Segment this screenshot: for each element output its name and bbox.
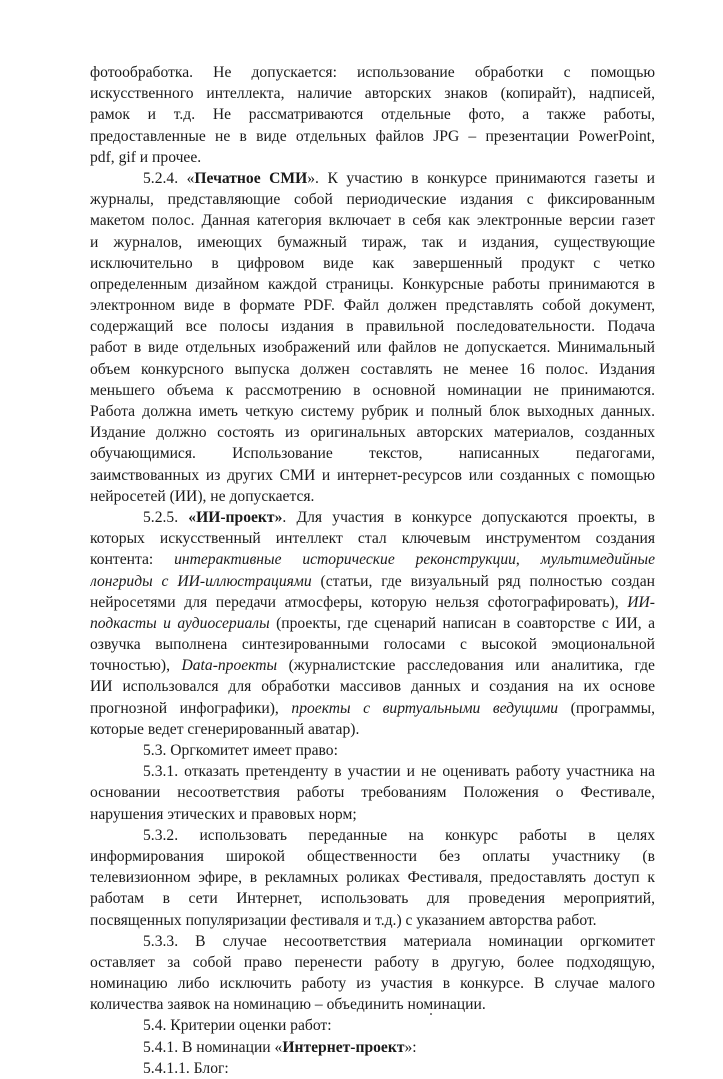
text-line: искусственного интеллекта, наличие авторских знаков (копирайт), надписей, bbox=[90, 85, 655, 103]
text-line: точностью), Data-проекты (журналистские расследования или аналитика, где bbox=[90, 657, 655, 675]
paragraph-5-4-1-1: 5.4.1.1. Блог: bbox=[143, 1059, 229, 1077]
text-line: нейросетями для передачи атмосферы, которую нельзя сфотографировать), ИИ- bbox=[90, 593, 655, 611]
text-line: лонгриды с ИИ-иллюстрациями (статьи, где визуальный ряд полностью создан bbox=[90, 572, 655, 590]
text-line: прогнозной инфографики), проекты с виртуальными ведущими (программы, bbox=[90, 699, 655, 717]
text-line: контента: интерактивные исторические реконструкции, мультимедийные bbox=[90, 551, 655, 569]
paragraph-5-2-5-heading: 5.2.5. «ИИ-проект». Для участия в конкурсе допускаются проекты, в bbox=[143, 508, 655, 526]
paragraph-5-4-1: 5.4.1. В номинации «Интернет-проект»: bbox=[143, 1038, 417, 1056]
paragraph-5-3-3: 5.3.3. В случае несоответствия материала номинации оргкомитет bbox=[143, 932, 655, 950]
text-line: номинацию либо исключить работу из участия в конкурсе. В случае малого bbox=[90, 975, 655, 993]
paragraph-5-4-heading: 5.4. Критерии оценки работ: bbox=[143, 1017, 332, 1035]
text-line: которых искусственный интеллект стал ключевым инструментом создания bbox=[90, 530, 655, 548]
text-line: посвященных популяризации фестиваля и т.д.) с указанием авторства работ. bbox=[90, 911, 597, 929]
text-line: озвучка выполнена синтезированными голосами с высокой эмоциональной bbox=[90, 636, 655, 654]
text-line: телевизионном эфире, в рекламных роликах Фестиваля, предоставлять доступ к bbox=[90, 869, 655, 887]
text-line: нейросетей (ИИ), не допускается. bbox=[90, 487, 315, 505]
text-line: определенным дизайном каждой страницы. Конкурсные работы принимаются в bbox=[90, 275, 655, 293]
text-line: и журналов, имеющих бумажный тираж, так и издания, существующие bbox=[90, 233, 655, 251]
text-line: Работа должна иметь четкую систему рубрик и полный блок выходных данных. bbox=[90, 403, 655, 420]
text-line: pdf, gif и прочее. bbox=[90, 148, 202, 166]
text-line: содержащий все полосы издания в правильной последовательности. Подача bbox=[90, 318, 655, 336]
paragraph-5-3-heading: 5.3. Оргкомитет имеет право: bbox=[143, 742, 338, 759]
category-title-print-media: Печатное СМИ bbox=[194, 169, 308, 187]
category-title-ai-project: «ИИ-проект» bbox=[188, 508, 283, 526]
paragraph-5-3-2: 5.3.2. использовать переданные на конкурс работы в целях bbox=[143, 826, 655, 844]
text-line: оставляет за собой право перенести работу в другую, более подходящую, bbox=[90, 953, 655, 971]
text-line: заимствованных из других СМИ и интернет-ресурсов или созданных с помощью bbox=[90, 466, 655, 484]
text-line: предоставленные не в виде отдельных файлов JPG – презентации PowerPoint, bbox=[90, 127, 655, 145]
text-line: рамок и т.д. Не рассматриваются отдельные фото, а также работы, bbox=[90, 106, 655, 124]
text-line: которые ведет сгенерированный аватар). bbox=[90, 720, 360, 738]
category-title-internet-project: Интернет-проект bbox=[282, 1038, 405, 1056]
scan-speck bbox=[430, 1013, 432, 1015]
text-line: макетом полос. Данная категория включает в себя как электронные версии газет bbox=[90, 212, 655, 230]
paragraph-5-3-1: 5.3.1. отказать претенденту в участии и не оценивать работу участника на bbox=[143, 763, 655, 781]
text-line: обучающимися. Использование текстов, написанных педагогами, bbox=[90, 445, 655, 463]
text-line: подкасты и аудиосериалы (проекты, где сценарий написан в соавторстве с ИИ, а bbox=[90, 614, 655, 632]
text-line: исключительно в цифровом виде как завершенный продукт с четко bbox=[90, 254, 655, 272]
text-line: информирования широкой общественности без оплаты участнику (в bbox=[90, 847, 655, 865]
text-line: основании несоответствия работы требованиям Положения о Фестивале, bbox=[90, 784, 655, 802]
text-line: объем конкурсного выпуска должен составлять не менее 16 полос. Издания bbox=[90, 360, 655, 378]
text-line: журналы, представляющие собой периодические издания с фиксированным bbox=[90, 191, 655, 209]
paragraph-5-2-4-heading: 5.2.4. «Печатное СМИ». К участию в конкурсе принимаются газеты и bbox=[143, 169, 655, 187]
text-line: фотообработка. Не допускается: использование обработки с помощью bbox=[90, 64, 655, 81]
text-line: ИИ использовался для обработки массивов данных и создания на их основе bbox=[90, 678, 655, 696]
text-line: электронном виде в формате PDF. Файл должен представлять собой документ, bbox=[90, 297, 655, 315]
text-line: Издание должно состоять из оригинальных авторских материалов, созданных bbox=[90, 424, 655, 442]
text-line: меньшего объема к рассмотрению в основной номинации не принимаются. bbox=[90, 381, 655, 399]
text-line: работ в виде отдельных изображений или файлов не допускается. Минимальный bbox=[90, 339, 655, 357]
text-line: работам в сети Интернет, использовать для проведения мероприятий, bbox=[90, 890, 655, 908]
text-line: нарушения этических и правовых норм; bbox=[90, 805, 357, 823]
text-line: количества заявок на номинацию – объединить номинации. bbox=[90, 996, 486, 1014]
